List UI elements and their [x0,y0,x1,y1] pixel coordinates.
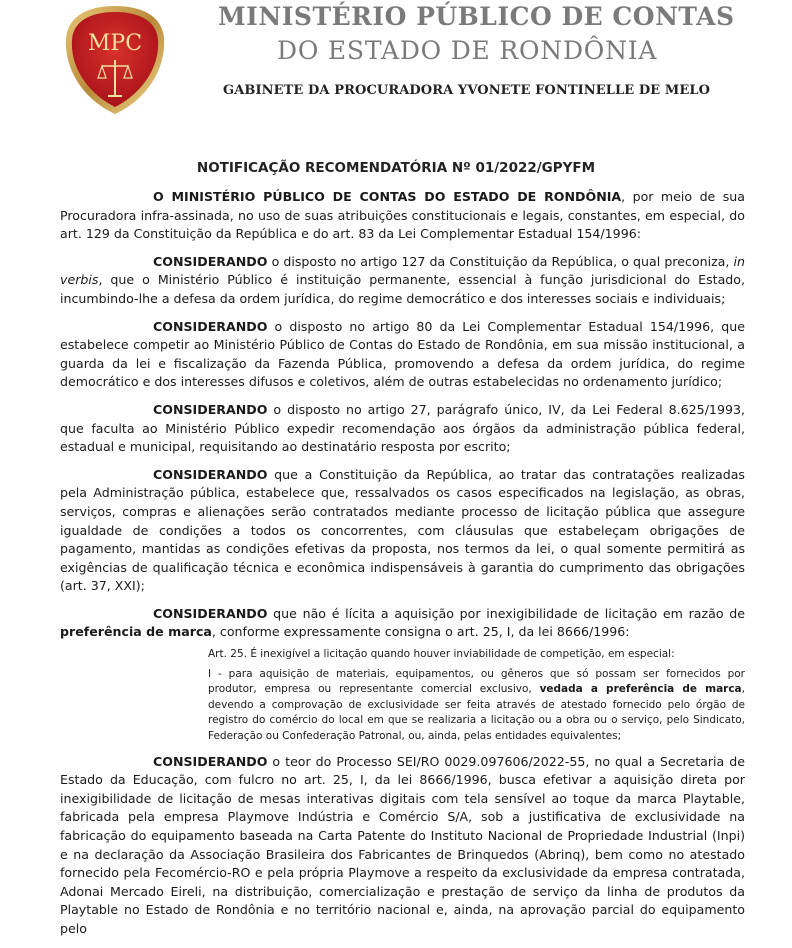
paragraph-preamble: O MINISTÉRIO PÚBLICO DE CONTAS DO ESTADO DE RONDÔNIA, por meio de sua Procuradora infra-assinada, no uso de suas atribuições constitucionais e legais, constantes, em especial, do art. 129 da Constituição da República e do art. 83 da Lei Complementar Estadual 154/1996: [60,189,745,242]
paragraph-considerando: CONSIDERANDO o disposto no artigo 80 da Lei Complementar Estadual 154/1996, que estabelece competir ao Ministério Público de Contas do Estado de Rondônia, em sua missão institucional, a guarda da lei e fiscalização da Fazenda Pública, promovendo a defesa da ordem jurídica, do regime democrático e dos interesses difusos e coletivos, além de outras estabelecidas no ordenamento jurídico; [60,318,745,390]
svg-text:MPC: MPC [87,31,143,56]
paragraph-considerando: CONSIDERANDO que a Constituição da República, ao tratar das contratações realizadas pela Administração pública, estabelece que, ressalvados os casos especificados na legislação, as obras, serviços, compras e alienações serão contratados mediante processo de licitação pública que assegure igualdade de condições a todos os concorrentes, com cláusulas que estabeleçam obrigações de pagamento, mantidas as condições efetivas da proposta, nos termos da lei, o qual somente permitirá as exigências de qualificação técnica e econômica indispensáveis à garantia do cumprimento das obrigações (art. 37, XXI); [60,466,745,594]
document-body [60,188,745,948]
legal-citation: Art. 25. É inexigível a licitação quando houver inviabilidade de competição, em especial: I - para aquisição de materiais, equipamentos, ou gêneros que só possam ser fornecidos por produtor, empresa ou representante comercial exclusivo, vedada a preferência de marca, devendo a comprovação de exclusividade ser feita através de atestado fornecido pelo órgão de registro do comércio do local em que se realizaria a licitação ou a obra ou o serviço, pelo Sindicato, Federação ou Confederação Patronal, ou, ainda, pelas entidades equivalentes; [208,648,745,743]
institution-state: DO ESTADO DE RONDÔNIA [277,36,658,65]
paragraph-considerando: CONSIDERANDO o teor do Processo SEI/RO 0029.097606/2022-55, no qual a Secretaria de Estado da Educação, com fulcro no art. 25, I, da lei 8666/1996, busca efetivar a aquisição direta por inexigibilidade de licitação de mesas interativas digitais com tela sensível ao toque da marca Playtable, fabricada pela empresa Playmove Indústria e Comércio S/A, sob a justificativa de exclusividade na fabricação do equipamento baseada na Carta Patente do Instituto Nacional de Propriedade Industrial (Inpi) e na declaração da Associação Brasileira dos Fabricantes de Brinquedos (Abrinq), bem como no atestado fornecido pela Fecomércio-RO e pela própria Playmove a respeito da exclusividade da empresa contratada, Adonai Mercado Eireli, na distribuição, comercialização e prestação de serviço da linha de produtos da Playtable no Estado de Rondônia e no território nacional e, ainda, na aprovação parcial do equipamento pelo [60,753,745,936]
paragraph-considerando: CONSIDERANDO que não é lícita a aquisição por inexigibilidade de licitação em razão de preferência de marca, conforme expressamente consigna o art. 25, I, da lei 8666/1996: [60,605,745,640]
institution-name: MINISTÉRIO PÚBLICO DE CONTAS [218,2,735,31]
paragraph-considerando: CONSIDERANDO o disposto no artigo 27, parágrafo único, IV, da Lei Federal 8.625/1993, que faculta ao Ministério Público expedir recomendação aos órgãos da administração pública federal, estadual e municipal, requisitando ao destinatário resposta por escrito; [60,401,745,455]
letterhead [0,0,792,125]
office-name: GABINETE DA PROCURADORA YVONETE FONTINELLE DE MELO [223,83,711,98]
paragraph-considerando: CONSIDERANDO o disposto no artigo 127 da Constituição da República, o qual preconiza, in verbis, que o Ministério Público é instituição permanente, essencial à função jurisdicional do Estado, incumbindo-lhe a defesa da ordem jurídica, do regime democrático e dos interesses sociais e individuais; [60,253,745,306]
document-title: NOTIFICAÇÃO RECOMENDATÓRIA Nº 01/2022/GPYFM [196,160,596,176]
mpc-logo-icon [58,4,172,116]
